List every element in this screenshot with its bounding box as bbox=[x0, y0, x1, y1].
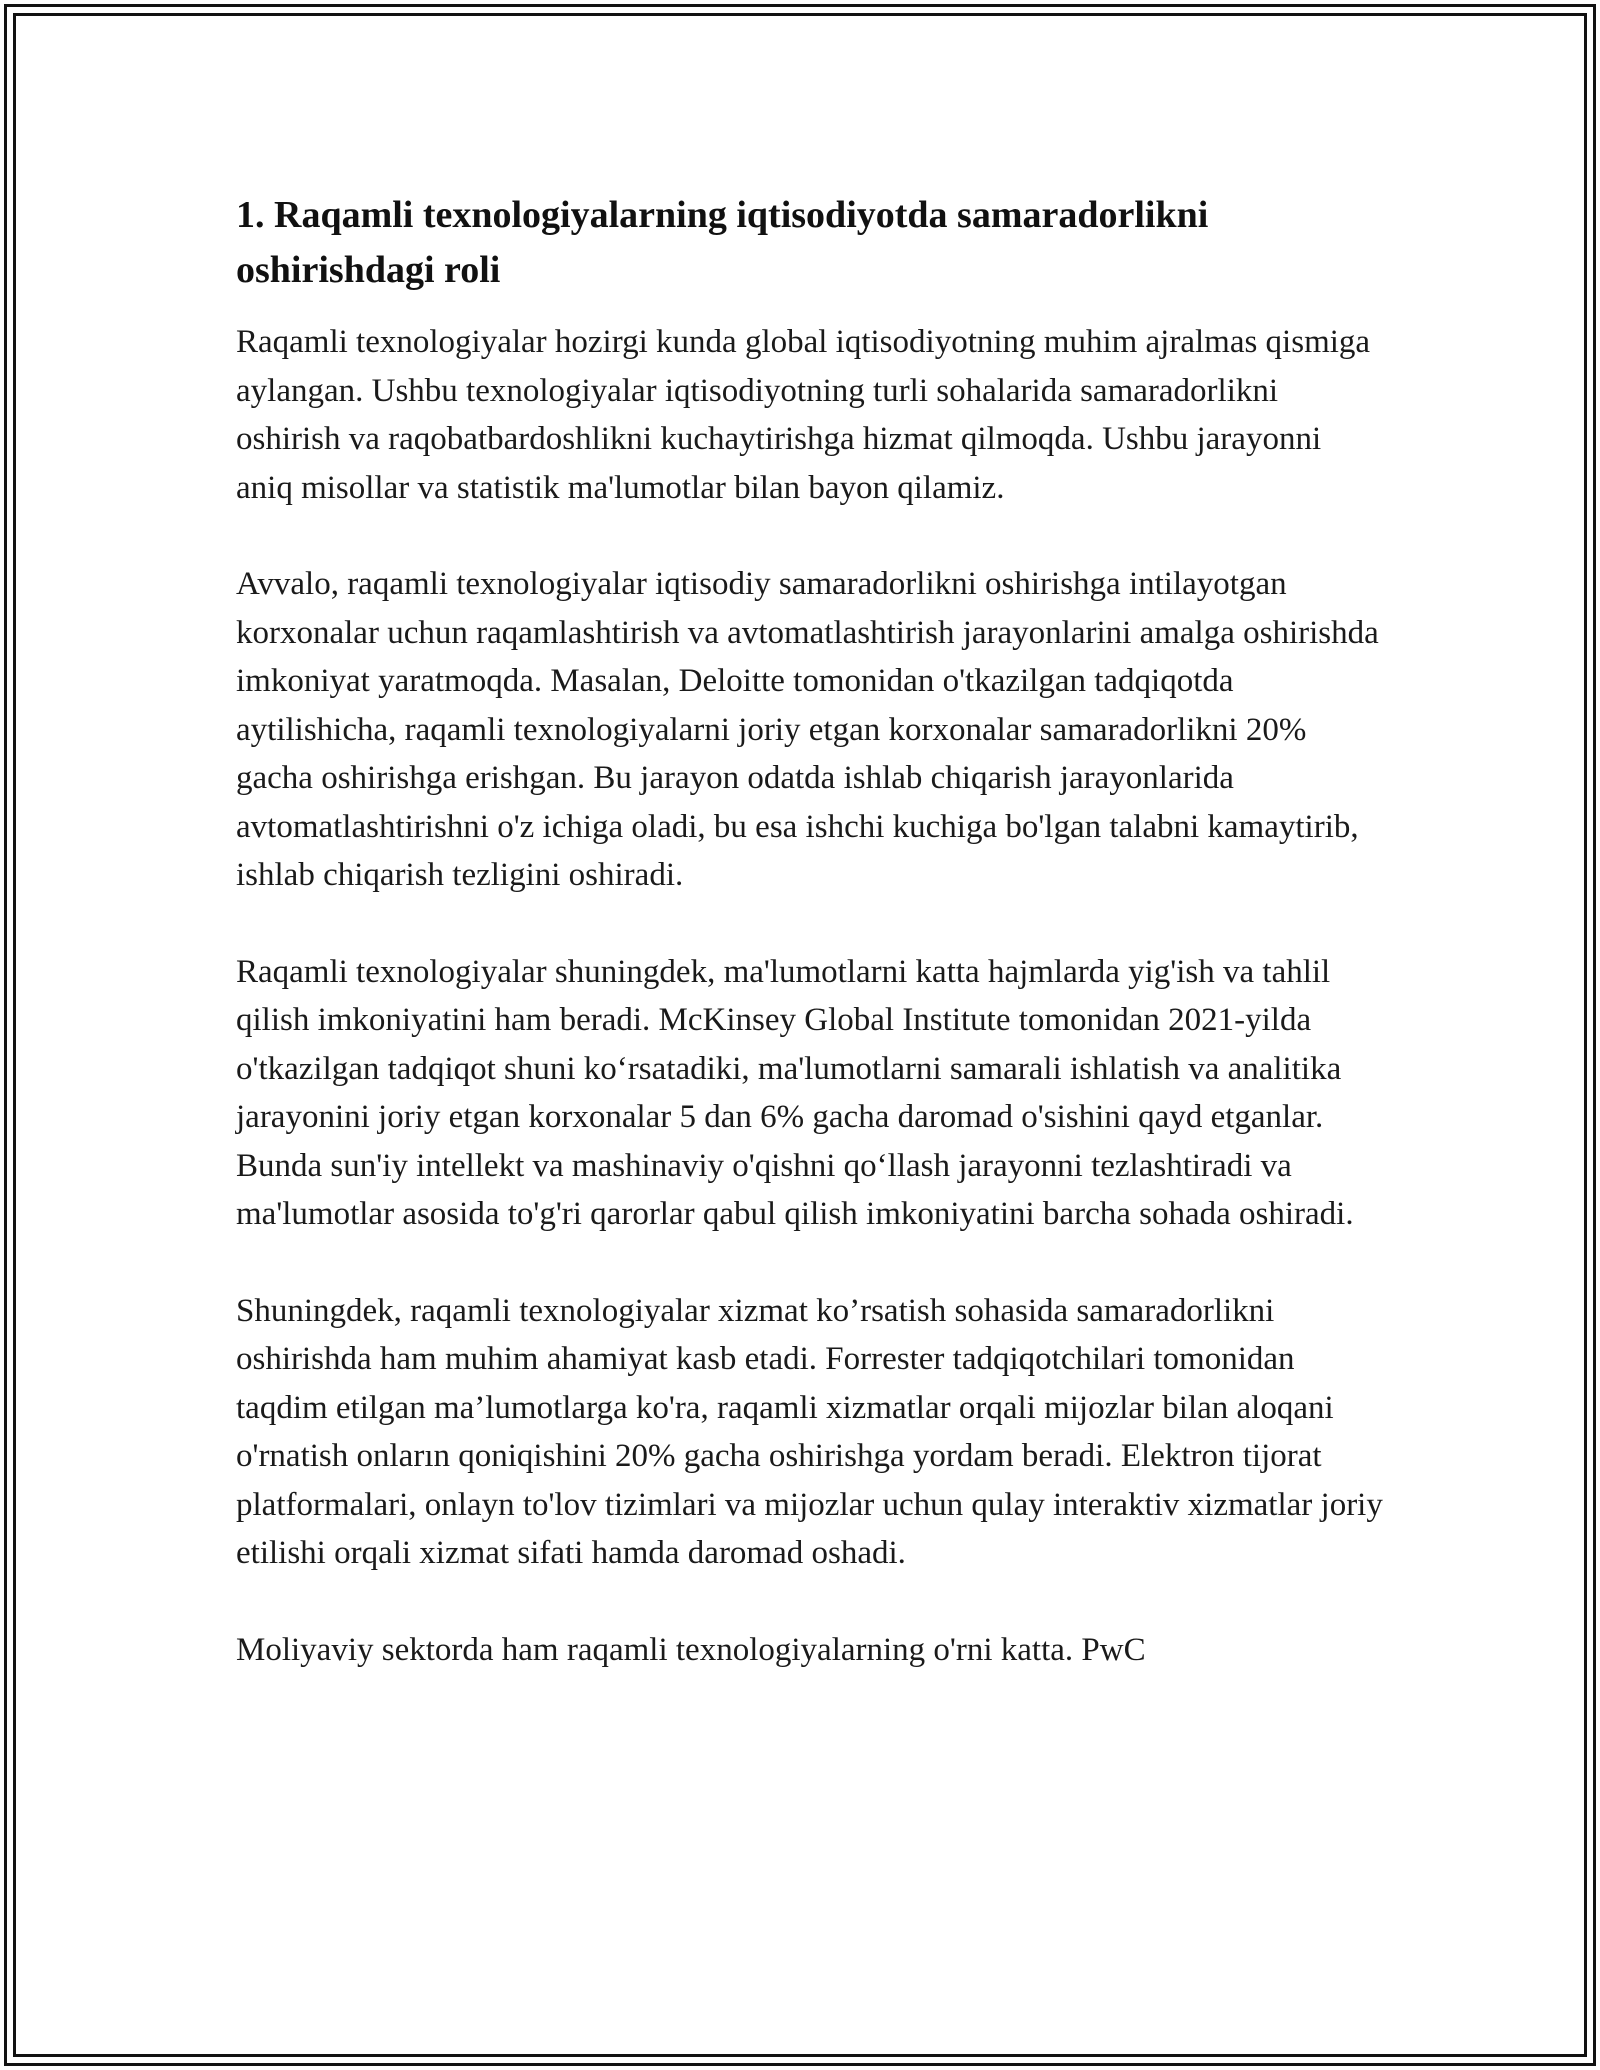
paragraph-2: Avvalo, raqamli texnologiyalar iqtisodiy samaradorlikni oshirishga intilayotgan korxonalar uchun raqamlashtirish va avtomatlashtirish jarayonlarini amalga oshirishda imkoniyat yaratmoqda. Masalan, Deloitte tomonidan o'tkazilgan tadqiqotda aytilishicha, raqamli texnologiyalarni joriy etgan korxonalar samaradorlikni 20% gacha oshirishga erishgan. Bu jarayon odatda ishlab chiqarish jarayonlarida avtomatlashtirishni o'z ichiga oladi, bu esa ishchi kuchiga bo'lgan talabni kamaytirib, ishlab chiqarish tezligini oshiradi. bbox=[236, 566, 1379, 893]
document-body bbox=[236, 188, 1386, 1722]
section-heading: 1. Raqamli texnologiyalarning iqtisodiyotda samaradorlikni oshirishdagi roli bbox=[236, 194, 1209, 291]
paragraph-3: Raqamli texnologiyalar shuningdek, ma'lumotlarni katta hajmlarda yig'ish va tahlil qilish imkoniyatini ham beradi. McKinsey Global Institute tomonidan 2021-yilda o'tkazilgan tadqiqot shuni ko‘rsatadiki, ma'lumotlarni samarali ishlatish va analitika jarayonini joriy etgan korxonalar 5 dan 6% gacha daromad o'sishini qayd etganlar. Bunda sun'iy intellekt va mashinaviy o'qishni qo‘llash jarayonni tezlashtiradi va ma'lumotlar asosida to'g'ri qarorlar qabul qilish imkoniyatini barcha sohada oshiradi. bbox=[236, 953, 1354, 1232]
paragraph-5: Moliyaviy sektorda ham raqamli texnologiyalarning o'rni katta. PwC bbox=[236, 1631, 1146, 1668]
paragraph-1: Raqamli texnologiyalar hozirgi kunda global iqtisodiyotning muhim ajralmas qismiga aylangan. Ushbu texnologiyalar iqtisodiyotning turli sohalarida samaradorlikni oshirish va raqobatbardoshlikni kuchaytirishga hizmat qilmoqda. Ushbu jarayonni aniq misollar va statistik ma'lumotlar bilan bayon qilamiz. bbox=[236, 324, 1371, 506]
paragraph-4: Shuningdek, raqamli texnologiyalar xizmat ko’rsatish sohasida samaradorlikni oshirishda ham muhim ahamiyat kasb etadi. Forrester tadqiqotchilari tomonidan taqdim etilgan ma’lumotlarga ko'ra, raqamli xizmatlar orqali mijozlar bilan aloqani o'rnatish onların qoniqishini 20% gacha oshirishga yordam beradi. Elektron tijorat platformalari, onlayn to'lov tizimlari va mijozlar uchun qulay interaktiv xizmatlar joriy etilishi orqali xizmat sifati hamda daromad oshadi. bbox=[236, 1292, 1383, 1571]
